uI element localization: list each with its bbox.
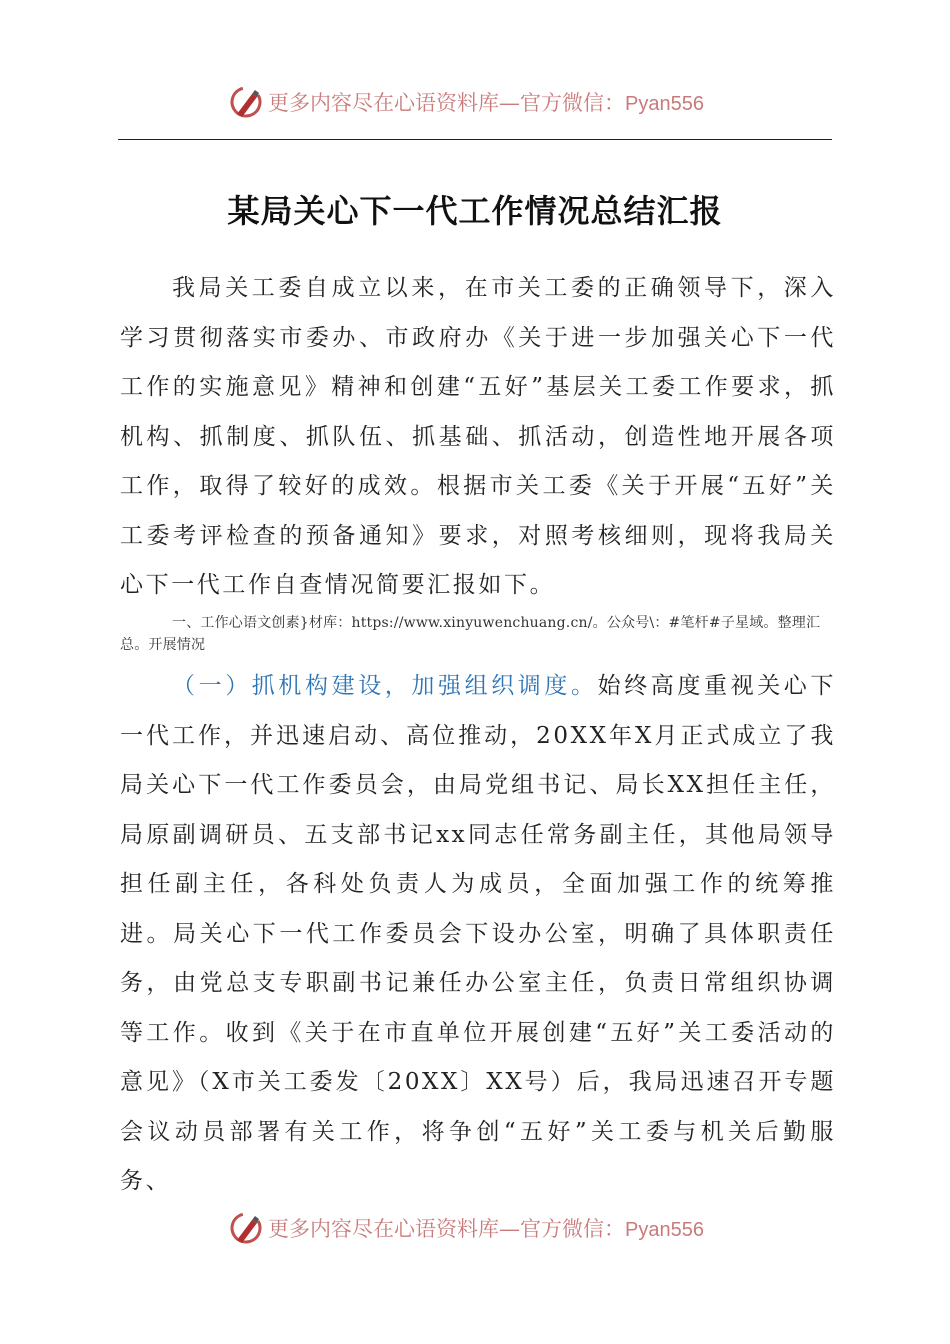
section-1-paragraph xyxy=(120,662,836,1207)
pen-nib-icon xyxy=(228,84,264,120)
document-title: 某局关心下一代工作情况总结汇报 xyxy=(227,192,723,230)
footer-wechat-id: Pyan556 xyxy=(625,1219,704,1241)
pen-nib-icon xyxy=(228,1210,264,1246)
section-1-body: 始终高度重视关心下一代工作，并迅速启动、高位推动，20XX年X月正式成立了我局关心下一代工作委员会，由局党组书记、局长XX担任主任，局原副调研员、五支部书记xx同志任常务副主任，其他局领导担任副主任，各科处负责人为成员，全面加强工作的统筹推进。局关心下一代工作委员会下设办公室，明确了具体职责任务，由党总支专职副书记兼任办公室主任，负责日常组织协调等工作。收到《关于在市直单位开展创建“五好”关工委活动的意见》（X市关工委发〔20XX〕XX号）后，我局迅速召开专题会议动员部署有关工作，将争创“五好”关工委与机关后勤服务、 xyxy=(120,673,836,1194)
section-1-heading: （一）抓机构建设，加强组织调度。 xyxy=(172,673,598,699)
source-note-line: 一、工作心语文创素}材库：https://www.xinyuwenchuang.cn/。公众号\：#笔杆#子星域。整理汇总。开展情况 xyxy=(120,615,821,653)
intro-paragraph: 我局关工委自成立以来，在市关工委的正确领导下，深入学习贯彻落实市委办、市政府办《关于进一步加强关心下一代工作的实施意见》精神和创建“五好”基层关工委工作要求，抓机构、抓制度、抓队伍、抓基础、抓活动，创造性地开展各项工作，取得了较好的成效。根据市关工委《关于开展“五好”关工委考评检查的预备通知》要求，对照考核细则，现将我局关心下一代工作自查情况简要汇报如下。 xyxy=(120,275,836,598)
footer-banner xyxy=(228,1208,704,1248)
header-divider xyxy=(118,139,832,140)
footer-banner-text: 更多内容尽在心语资料库—官方微信：Pyan556 xyxy=(268,1217,704,1241)
header-wechat-id: Pyan556 xyxy=(625,93,704,115)
header-banner xyxy=(228,82,704,122)
header-banner-text: 更多内容尽在心语资料库—官方微信：Pyan556 xyxy=(268,91,704,115)
